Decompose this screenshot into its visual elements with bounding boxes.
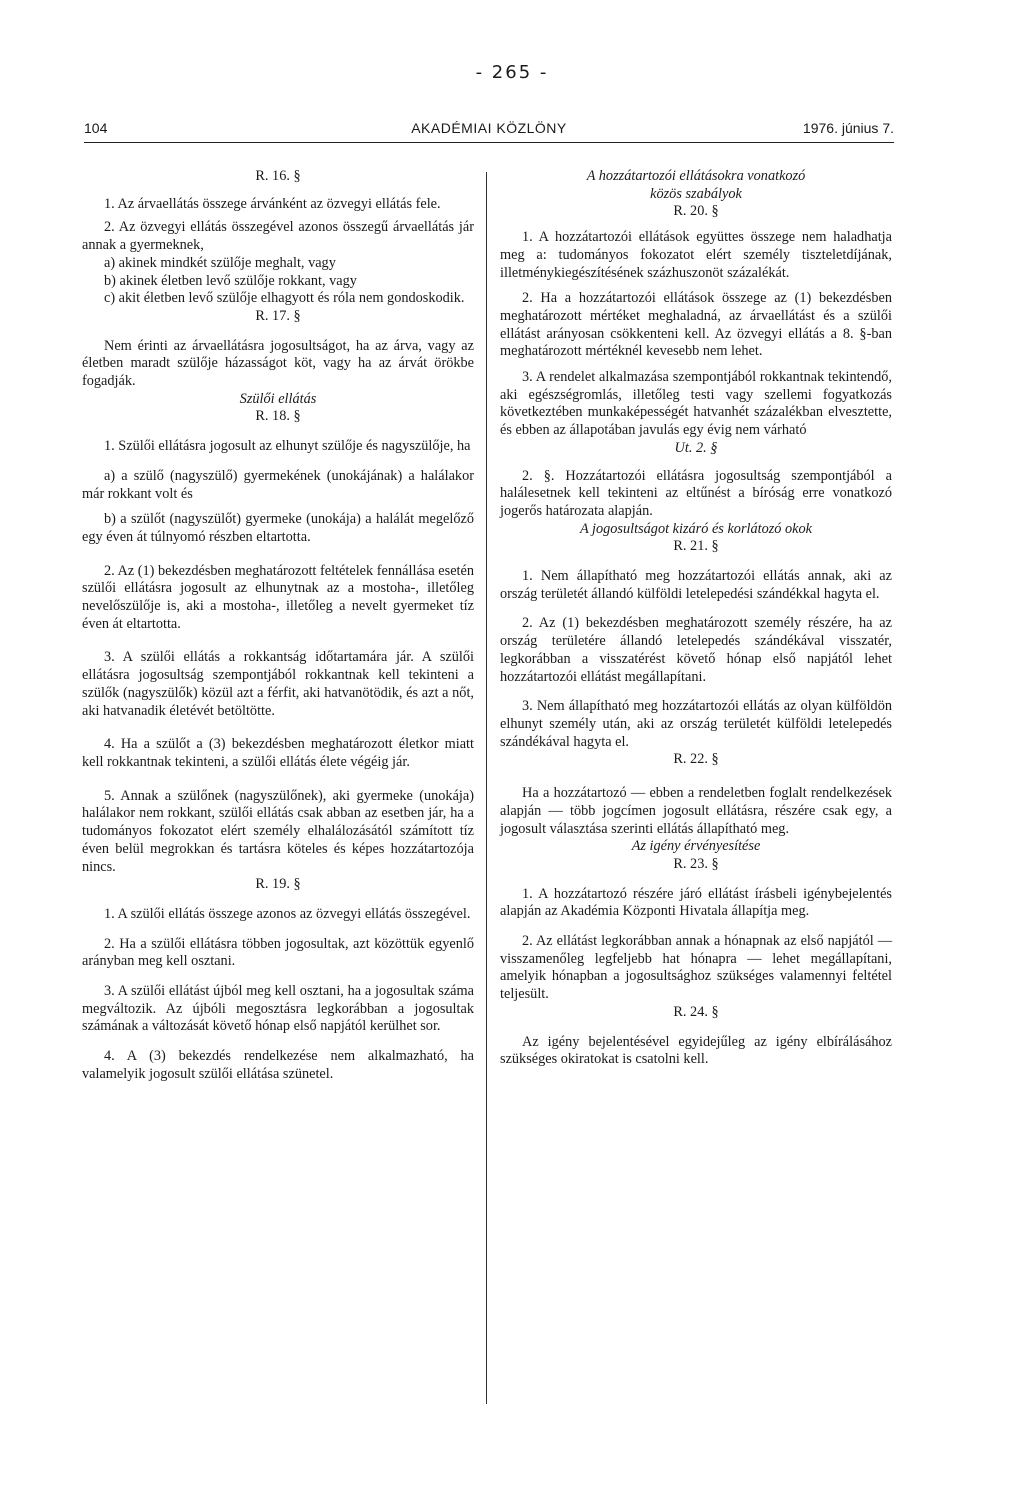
paragraph: 2. Az ellátást legkorábban annak a hónapnak az első napjától — visszamenőleg legfeljebb hat hónapra — lehet megállapítani, amelyik hónapban a jogosultsághoz szükséges valamennyi feltétel teljesült. <box>500 933 892 1003</box>
paragraph: 3. A rendelet alkalmazása szempontjából rokkantnak tekintendő, aki egészségromlás, illetőleg testi vagy szellemi fogyatkozás következtében munkaképességét hatvanhét százalékban elvesztette, és ebben az állapotában javulás egy évig nem várható <box>500 369 892 439</box>
paragraph: 3. A szülői ellátás a rokkantság időtartamára jár. A szülői ellátásra jogosultság szempontjából rokkantnak kell tekinteni a szülők (nagyszülők) közül azt a férfit, aki hatvanötödik, és azt a nőt, aki hatvanadik életévét betöltötte. <box>82 649 474 719</box>
paragraph: 1. Szülői ellátásra jogosult az elhunyt szülője és nagyszülője, ha <box>104 438 471 455</box>
paragraph: 2. §. Hozzátartozói ellátásra jogosultság szempontjából a halálesetnek kell tekinteni az eltűnést a bíróság erre vonatkozó jogerős határozata alapján. <box>500 467 892 519</box>
paragraph: 1. Nem állapítható meg hozzátartozói ellátás annak, aki az ország területét állandó külföldi letelepedési szándékkal hagyta el. <box>500 568 892 602</box>
section-title-r24: R. 24. § <box>673 1003 719 1020</box>
section-title-r18: R. 18. § <box>255 408 301 425</box>
paragraph: 4. Ha a szülőt a (3) bekezdésben meghatározott életkor miatt kell rokkantnak tekinteni, a szülői ellátás élete végéig jár. <box>82 736 474 770</box>
paragraph: 1. Az árvaellátás összege árvánként az özvegyi ellátás fele. <box>104 195 441 212</box>
paragraph: 2. Ha a hozzátartozói ellátások összege az (1) bekezdésben meghatározott mértéket meghaladná, az árvaellátást és a szülői ellátást arányosan csökkenteni kell. Az özvegyi ellátás a 8. §-ban meghatározott mértéknél kevesebb nem lehet. <box>500 290 892 360</box>
page-number: - 265 - <box>475 62 549 83</box>
paragraph: Nem érinti az árvaellátásra jogosultságot, ha az árva, vagy az életben maradt szülője házasságot köt, vagy ha az árvát örökbe fogadják. <box>82 337 474 390</box>
header-date: 1976. június 7. <box>802 120 894 136</box>
left-column <box>82 168 474 1084</box>
right-column <box>500 168 892 1069</box>
section-title-r17: R. 17. § <box>255 307 301 324</box>
paragraph: 3. Nem állapítható meg hozzátartozói ellátás az olyan külföldön elhunyt személy után, aki az ország területét külföldi letelepedés szándékával hagyta el. <box>500 698 892 750</box>
paragraph: 2. Az (1) bekezdésben meghatározott személy részére, ha az ország területére állandó letelepedés szándékával visszatér, legkorábban a visszatérést követő hónap első napjától lehet hozzátartozói ellátást megállapítani. <box>500 615 892 685</box>
section-title-r20: R. 20. § <box>673 203 719 220</box>
column-divider <box>486 172 487 1404</box>
heading-igeny-ervenyesitese: Az igény érvényesítése <box>631 838 761 855</box>
paragraph: 2. Az özvegyi ellátás összegével azonos összegű árvaellátás jár annak a gyermeknek, <box>82 219 474 254</box>
section-title-r16: R. 16. § <box>255 168 301 184</box>
list-item: a) akinek mindkét szülője meghalt, vagy <box>104 254 336 271</box>
paragraph: 1. A hozzátartozói ellátások együttes összege nem haladhatja meg a: tudományos fokozatot elért személy tiszteletdíjának, illetménykiegészítésének százhuszonöt százalékát. <box>500 229 892 281</box>
section-title-ut2: Ut. 2. § <box>674 439 718 456</box>
paragraph: 5. Annak a szülőnek (nagyszülőnek), aki gyermeke (unokája) halálakor nem rokkant, szülői ellátás csak abban az esetben jár, ha a tudományos fokozatot elért személy elhalálozásától számított tíz éven belül megrokkan és tartásra köteles és képes hozzátartozója nincs. <box>82 787 474 875</box>
section-title-r21: R. 21. § <box>673 538 719 555</box>
list-item: b) a szülőt (nagyszülőt) gyermeke (unokája) a halálát megelőző egy éven át túlnyomó részben eltartotta. <box>82 511 474 545</box>
paragraph: 4. A (3) bekezdés rendelkezése nem alkalmazható, ha valamelyik jogosult szülői ellátása szünetel. <box>82 1048 474 1082</box>
paragraph: 2. Ha a szülői ellátásra többen jogosultak, azt közöttük egyenlő arányban meg kell osztani. <box>82 935 474 970</box>
heading-szuloi-ellatas: Szülői ellátás <box>239 390 317 407</box>
paragraph: 1. A szülői ellátás összege azonos az özvegyi ellátás összegével. <box>104 905 471 922</box>
heading-kizaro-okok: A jogosultságot kizáró és korlátozó okok <box>579 520 813 537</box>
list-item: c) akit életben levő szülője elhagyott és róla nem gondoskodik. <box>104 290 465 307</box>
list-item: a) a szülő (nagyszülő) gyermekének (unokájának) a halálakor már rokkant volt és <box>82 467 474 502</box>
running-header <box>84 120 894 143</box>
section-title-r22: R. 22. § <box>673 751 719 768</box>
header-journal-title: AKADÉMIAI KÖZLÖNY <box>411 120 567 136</box>
paragraph: 1. A hozzátartozó részére járó ellátást írásbeli igénybejelentés alapján az Akadémia Központi Hivatala állapítja meg. <box>500 885 892 920</box>
paragraph: Az igény bejelentésével egyidejűleg az igény elbírálásához szükséges okiratokat is csatolni kell. <box>500 1033 892 1068</box>
paragraph: 2. Az (1) bekezdésben meghatározott feltételek fennállása esetén szülői ellátásra jogosult az elhunytnak az a mostoha-, illetőleg nevelőszülője is, aki a mostoha-, illetőleg a nevelt gyermeket tíz éven át eltartotta. <box>82 562 474 632</box>
section-title-r23: R. 23. § <box>673 855 719 872</box>
paragraph: Ha a hozzátartozó — ebben a rendeletben foglalt rendelkezések alapján — több jogcímen jogosult ellátásra, részére csak egy, a jogosult választása szerinti ellátás állapítható meg. <box>500 785 892 837</box>
heading-kozos-szabalyok: A hozzátartozói ellátásokra vonatkozó közös szabályok <box>586 168 806 202</box>
header-page-number: 104 <box>84 120 108 136</box>
list-item: b) akinek életben levő szülője rokkant, vagy <box>104 272 357 289</box>
paragraph: 3. A szülői ellátást újból meg kell osztani, ha a jogosultak száma megváltozik. Az újbóli megosztásra legkorábban a jogosultak számának a változását követő hónap első napjától kerülhet sor. <box>82 983 474 1035</box>
section-title-r19: R. 19. § <box>255 876 301 893</box>
